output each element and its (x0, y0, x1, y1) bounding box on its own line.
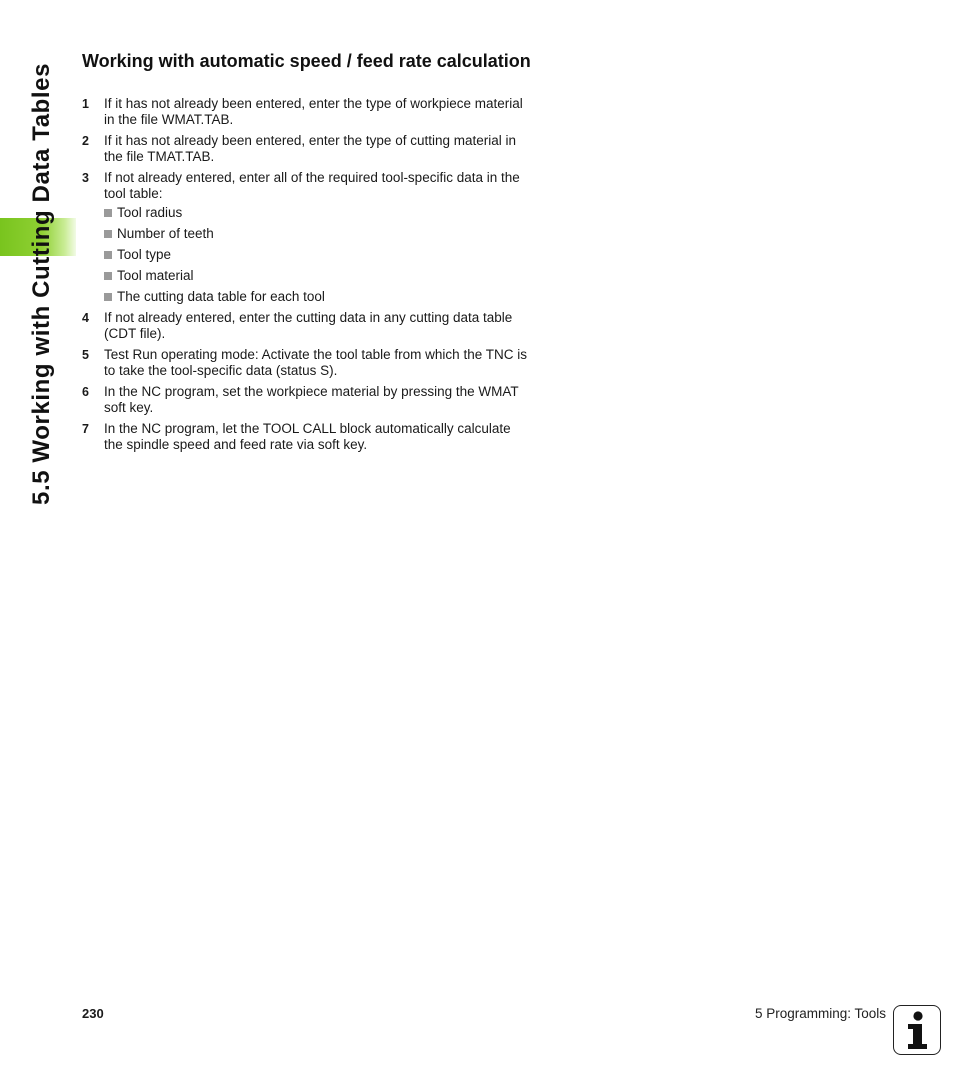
sub-item-text: The cutting data table for each tool (117, 289, 325, 304)
step-number: 3 (82, 171, 89, 185)
step-text: In the NC program, set the workpiece material by pressing the WMAT soft key. (104, 384, 519, 415)
steps-list (82, 96, 532, 453)
step-text: If it has not already been entered, enter the type of workpiece material in the file WMAT.TAB. (104, 96, 523, 127)
step-text: If it has not already been entered, enter the type of cutting material in the file TMAT.TAB. (104, 133, 517, 164)
step-number: 6 (82, 385, 89, 399)
step-text: If not already entered, enter the cutting data in any cutting data table (CDT file). (104, 310, 513, 341)
step-text: If not already entered, enter all of the required tool-specific data in the tool table: (104, 170, 520, 201)
sub-item-text: Number of teeth (117, 226, 214, 241)
step-number: 1 (82, 97, 89, 111)
main-content (82, 50, 532, 458)
square-bullet-icon (104, 293, 112, 301)
step-item (82, 133, 532, 165)
square-bullet-icon (104, 209, 112, 217)
step-number: 4 (82, 311, 89, 325)
step-item (82, 347, 532, 379)
square-bullet-icon (104, 230, 112, 238)
square-bullet-icon (104, 272, 112, 280)
sub-list-item (104, 226, 532, 242)
step-item (82, 310, 532, 342)
step-number: 7 (82, 422, 89, 436)
square-bullet-icon (104, 251, 112, 259)
sub-item-text: Tool material (117, 268, 194, 283)
sub-item-text: Tool radius (117, 205, 183, 220)
step-item (82, 170, 532, 305)
sub-list-item (104, 247, 532, 263)
sub-list-item (104, 289, 532, 305)
step-item (82, 421, 532, 453)
step-item (82, 384, 532, 416)
page-number: 230 (82, 1006, 104, 1021)
sub-list-item (104, 205, 532, 221)
step-number: 2 (82, 134, 89, 148)
sub-item-text: Tool type (117, 247, 172, 262)
side-section-title: 5.5 Working with Cutting Data Tables (28, 62, 55, 505)
step-number: 5 (82, 348, 89, 362)
info-glyph-icon (894, 1006, 939, 1053)
sub-list-item (104, 268, 532, 284)
step-item (82, 96, 532, 128)
step-sub-list (104, 205, 532, 305)
section-heading: Working with automatic speed / feed rate calculation (82, 51, 531, 71)
step-text: In the NC program, let the TOOL CALL block automatically calculate the spindle speed and feed rate via soft key. (104, 421, 511, 452)
chapter-reference: 5 Programming: Tools (754, 1006, 886, 1021)
info-icon[interactable] (893, 1005, 941, 1055)
step-text: Test Run operating mode: Activate the tool table from which the TNC is to take the tool-specific data (status S). (104, 347, 527, 378)
